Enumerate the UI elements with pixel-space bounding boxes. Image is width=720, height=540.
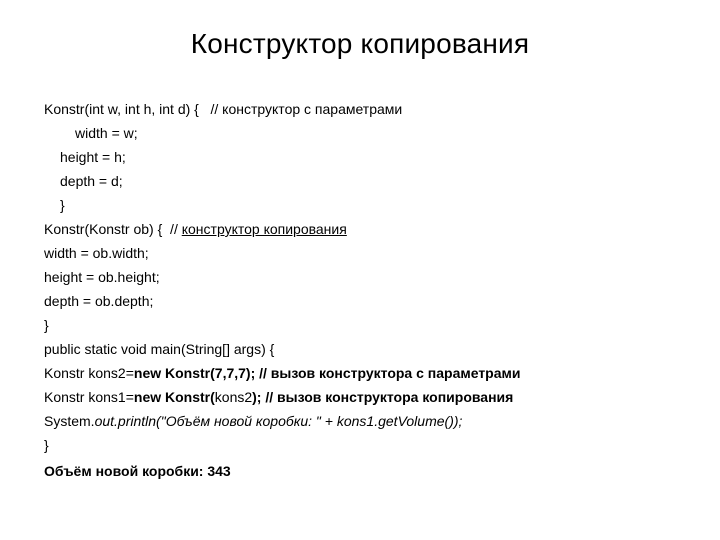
copy-constructor-signature: Konstr(Konstr ob) { // (44, 221, 182, 237)
println-close: ()); (444, 413, 463, 429)
code-line-height-assign: height = h; (60, 149, 126, 165)
kons2-declaration: Konstr kons2= (44, 365, 134, 381)
kons1-comment: ); // вызов конструктора копирования (252, 389, 514, 405)
code-line-width-copy: width = ob.width; (44, 245, 149, 261)
code-line-close-brace: } (60, 197, 65, 213)
code-line-depth-copy: depth = ob.depth; (44, 293, 154, 309)
println-getvolume: getVolume (378, 413, 445, 429)
slide-title: Конструктор копирования (190, 28, 530, 59)
code-line-kons1 (44, 385, 704, 409)
code-listing (44, 97, 704, 483)
kons1-declaration: Konstr kons1= (44, 389, 134, 405)
kons1-new-call: new Konstr( (133, 389, 215, 405)
code-line-depth-assign: depth = d; (60, 173, 123, 189)
println-system: System. (44, 413, 95, 429)
code-line-close-brace-3: } (44, 437, 49, 453)
kons2-new-call: new Konstr(7,7,7); // вызов конструктора с параметрами (133, 365, 521, 381)
code-line-kons2 (44, 361, 704, 385)
copy-constructor-comment: конструктор копирования (181, 221, 347, 237)
code-line-close-brace-2: } (44, 317, 49, 333)
code-line-constructor-params: Konstr(int w, int h, int d) { // конструктор с параметрами (44, 101, 403, 117)
code-line-height-copy: height = ob.height; (44, 269, 160, 285)
program-output: Объём новой коробки: 343 (44, 463, 231, 479)
code-line-width-assign: width = w; (75, 125, 138, 141)
code-line-println (44, 409, 704, 433)
code-line-copy-constructor (44, 217, 704, 241)
code-line-main-method: public static void main(String[] args) { (44, 341, 275, 357)
println-call: out.println("Объём новой коробки: " + kons1. (94, 413, 379, 429)
kons1-argument: kons2 (214, 389, 253, 405)
